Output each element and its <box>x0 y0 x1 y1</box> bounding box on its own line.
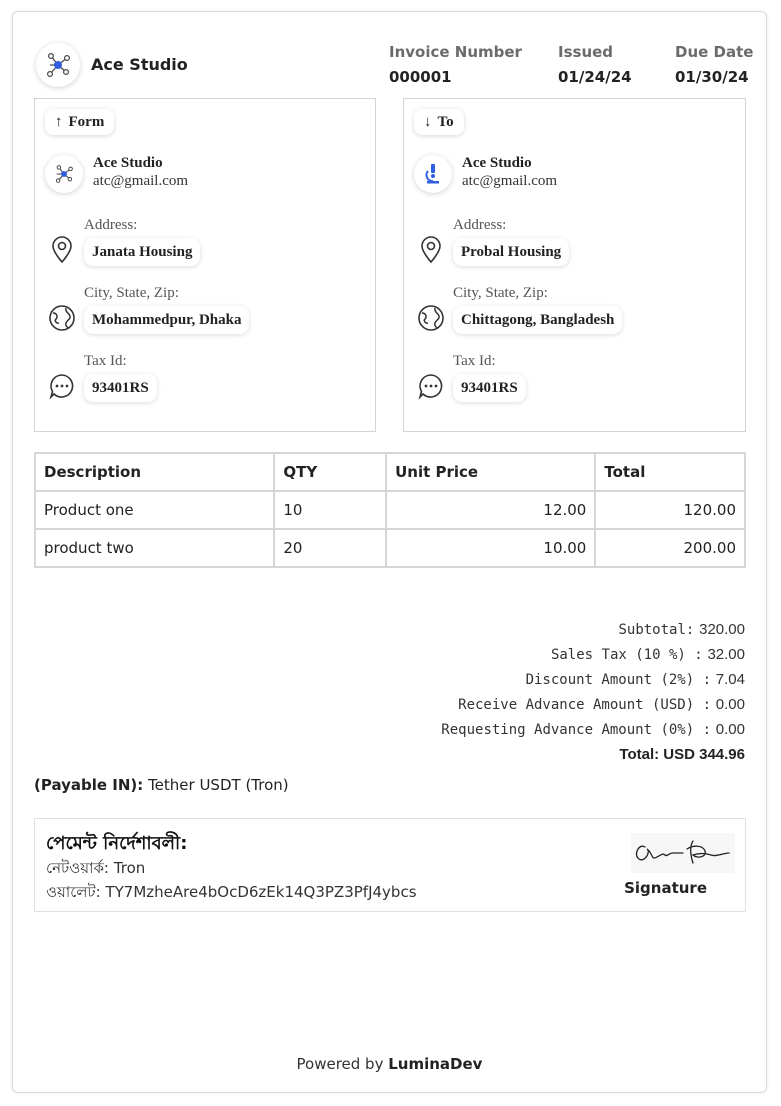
column-header-total: Total <box>595 453 745 491</box>
due-date: 01/30/24 <box>675 68 749 86</box>
item-qty: 20 <box>274 529 386 567</box>
receive-advance-label: Receive Advance Amount (USD) : <box>458 697 712 713</box>
requesting-advance-label: Requesting Advance Amount (0%) : <box>441 722 712 738</box>
requesting-advance-row <box>441 717 745 742</box>
from-section <box>34 98 376 432</box>
item-description: Product one <box>35 491 274 529</box>
to-tag-label: To <box>437 113 454 130</box>
microscope-icon <box>414 155 452 193</box>
column-header-description: Description <box>35 453 274 491</box>
location-pin-icon <box>416 235 446 265</box>
globe-icon <box>416 303 446 333</box>
footer <box>13 1055 766 1073</box>
to-tag <box>414 109 464 135</box>
invoice-number: 000001 <box>389 68 452 86</box>
subtotal-row <box>441 617 745 642</box>
recipient-tax-label: Tax Id: <box>453 353 496 369</box>
invoice-number-label: Invoice Number <box>389 43 522 61</box>
item-total: 200.00 <box>595 529 745 567</box>
arrow-up-icon: ↑ <box>55 113 63 130</box>
payable-in-label: (Payable IN): <box>34 776 144 794</box>
wallet-line <box>46 881 417 906</box>
sales-tax-label: Sales Tax (10 %) : <box>550 647 703 663</box>
arrow-down-icon: ↓ <box>424 113 432 130</box>
company-logo-icon <box>36 43 80 87</box>
column-header-qty: QTY <box>274 453 386 491</box>
item-total: 120.00 <box>595 491 745 529</box>
network-value: Tron <box>113 859 146 877</box>
recipient-name: Ace Studio <box>462 155 532 171</box>
chat-bubble-icon <box>416 371 446 401</box>
item-unit-price: 12.00 <box>386 491 595 529</box>
issued-label: Issued <box>558 43 614 61</box>
discount-label: Discount Amount (2%) : <box>525 672 712 688</box>
from-tag <box>45 109 114 135</box>
company-name: Ace Studio <box>91 55 188 74</box>
totals-summary <box>441 617 745 767</box>
table-row <box>35 491 745 529</box>
receive-advance-row <box>441 692 745 717</box>
sender-address: Janata Housing <box>84 238 200 266</box>
recipient-email: atc@gmail.com <box>462 173 558 189</box>
chat-bubble-icon <box>47 371 77 401</box>
table-header-row <box>35 453 745 491</box>
globe-icon <box>47 303 77 333</box>
discount-value: 7.04 <box>715 671 745 688</box>
item-unit-price: 10.00 <box>386 529 595 567</box>
due-date-label: Due Date <box>675 43 754 61</box>
recipient-tax-id: 93401RS <box>453 374 526 402</box>
sender-city-label: City, State, Zip: <box>84 285 179 301</box>
discount-row <box>441 667 745 692</box>
sender-email: atc@gmail.com <box>93 173 189 189</box>
sender-tax-label: Tax Id: <box>84 353 127 369</box>
recipient-address-label: Address: <box>453 217 507 233</box>
location-pin-icon <box>47 235 77 265</box>
sender-address-label: Address: <box>84 217 138 233</box>
issued-date: 01/24/24 <box>558 68 632 86</box>
grand-total: Total: USD 344.96 <box>619 746 745 763</box>
subtotal-label: Subtotal: <box>618 622 695 638</box>
to-section <box>403 98 746 432</box>
table-row <box>35 529 745 567</box>
wallet-label: ওয়ালেট: <box>46 883 101 901</box>
subtotal-value: 320.00 <box>699 621 745 638</box>
signature-image <box>631 833 735 873</box>
sales-tax-value: 32.00 <box>707 646 745 663</box>
signature-label: Signature <box>624 879 707 897</box>
receive-advance-value: 0.00 <box>715 696 745 713</box>
network-label: নেটওয়ার্ক: <box>46 859 109 877</box>
sales-tax-row <box>441 642 745 667</box>
sender-tax-id: 93401RS <box>84 374 157 402</box>
recipient-city: Chittagong, Bangladesh <box>453 306 622 334</box>
sender-city: Mohammedpur, Dhaka <box>84 306 249 334</box>
item-description: product two <box>35 529 274 567</box>
payment-instructions-title: পেমেন্ট নির্দেশাবলী: <box>46 833 188 854</box>
network-line <box>46 857 145 882</box>
requesting-advance-value: 0.00 <box>715 721 745 738</box>
item-qty: 10 <box>274 491 386 529</box>
payable-in <box>34 776 289 794</box>
recipient-address: Probal Housing <box>453 238 569 266</box>
payment-instructions <box>34 818 746 912</box>
footer-prefix: Powered by <box>296 1055 384 1073</box>
line-items-table <box>34 452 746 568</box>
footer-brand-link[interactable]: LuminaDev <box>388 1055 483 1073</box>
from-tag-label: Form <box>68 113 105 130</box>
sender-name: Ace Studio <box>93 155 163 171</box>
wallet-address: TY7MzheAre4bOcD6zEk14Q3PZ3PfJ4ybcs <box>105 883 417 901</box>
invoice-page <box>12 11 767 1093</box>
recipient-city-label: City, State, Zip: <box>453 285 548 301</box>
column-header-unit-price: Unit Price <box>386 453 595 491</box>
payable-in-value: Tether USDT (Tron) <box>148 776 289 794</box>
sender-logo-icon <box>45 155 83 193</box>
